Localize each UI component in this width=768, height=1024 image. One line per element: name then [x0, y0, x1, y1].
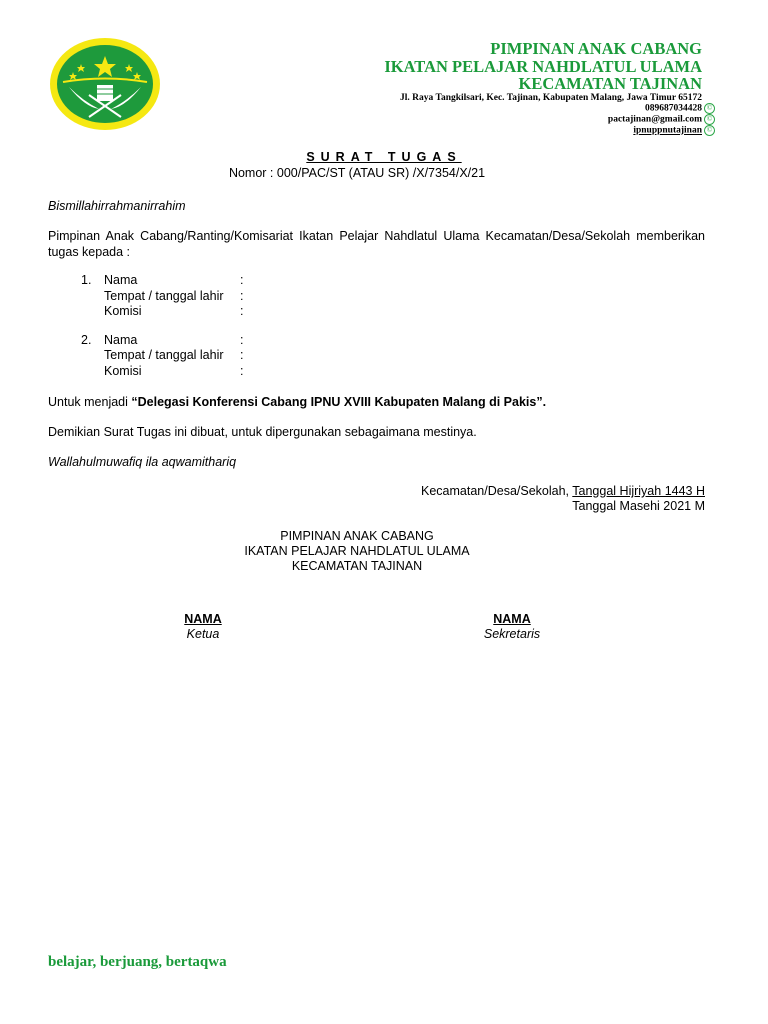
instagram-icon: ©	[704, 125, 715, 136]
signatory-line-1: PIMPINAN ANAK CABANG	[280, 529, 434, 543]
opening-greeting: Bismillahirrahmanirrahim	[48, 199, 186, 213]
whatsapp-icon: ©	[704, 103, 715, 114]
phone-line	[645, 103, 715, 114]
secretary-name: NAMA	[493, 612, 531, 626]
org-name-line-2: IKATAN PELAJAR NAHDLATUL ULAMA	[384, 57, 702, 76]
field-colon: :	[240, 289, 244, 303]
list-number: 2.	[81, 333, 92, 347]
purpose-text: “Delegasi Konferensi Cabang IPNU XVIII Kabupaten Malang di Pakis”.	[131, 395, 547, 409]
social-handle[interactable]: ipnuppnutajinan	[633, 125, 702, 136]
phone-number: 089687034428	[645, 103, 702, 114]
date-hijri: Tanggal Hijriyah 1443 H	[572, 484, 705, 498]
list-number: 1.	[81, 273, 92, 287]
field-label: Komisi	[104, 364, 142, 378]
field-label: Nama	[104, 273, 138, 287]
social-line	[633, 125, 715, 136]
field-label: Komisi	[104, 304, 142, 318]
intro-paragraph: Pimpinan Anak Cabang/Ranting/Komisariat Ikatan Pelajar Nahdlatul Ulama Kecamatan/Desa/Sekolah memberikan tugas kepada :	[48, 229, 705, 259]
email-line	[608, 114, 715, 125]
chair-role: Ketua	[186, 627, 220, 641]
field-colon: :	[240, 333, 244, 347]
purpose-prefix: Untuk menjadi	[48, 395, 132, 409]
signatory-line-3: KECAMATAN TAJINAN	[291, 559, 423, 573]
letter-number: Nomor : 000/PAC/ST (ATAU SR) /X/7354/X/21	[228, 166, 486, 180]
closing-salam: Wallahulmuwafiq ila aqwamithariq	[48, 455, 237, 469]
date-masehi: Tanggal Masehi 2021 M	[572, 499, 705, 513]
field-colon: :	[240, 364, 244, 378]
letter-title: SURAT TUGAS	[306, 150, 462, 164]
place-date-line	[421, 484, 705, 498]
signatory-line-2: IKATAN PELAJAR NAHDLATUL ULAMA	[244, 544, 470, 558]
field-colon: :	[240, 304, 244, 318]
org-name-line-1: PIMPINAN ANAK CABANG	[490, 39, 702, 58]
address: Jl. Raya Tangkilsari, Kec. Tajinan, Kabupaten Malang, Jawa Timur 65172	[400, 93, 702, 103]
field-label: Nama	[104, 333, 138, 347]
field-colon: :	[240, 273, 244, 287]
email-icon: ©	[704, 114, 715, 125]
closing-paragraph: Demikian Surat Tugas ini dibuat, untuk dipergunakan sebagaimana mestinya.	[48, 425, 477, 439]
field-colon: :	[240, 348, 244, 362]
secretary-role: Sekretaris	[483, 627, 541, 641]
ipnu-logo	[49, 37, 161, 131]
field-label: Tempat / tanggal lahir	[104, 289, 224, 303]
chair-name: NAMA	[184, 612, 222, 626]
email-address[interactable]: pactajinan@gmail.com	[607, 114, 702, 125]
field-label: Tempat / tanggal lahir	[104, 348, 224, 362]
place: Kecamatan/Desa/Sekolah,	[421, 484, 573, 498]
footer-motto: belajar, berjuang, bertaqwa	[48, 954, 227, 970]
purpose-line	[48, 395, 546, 409]
org-name-line-3: KECAMATAN TAJINAN	[518, 74, 702, 93]
